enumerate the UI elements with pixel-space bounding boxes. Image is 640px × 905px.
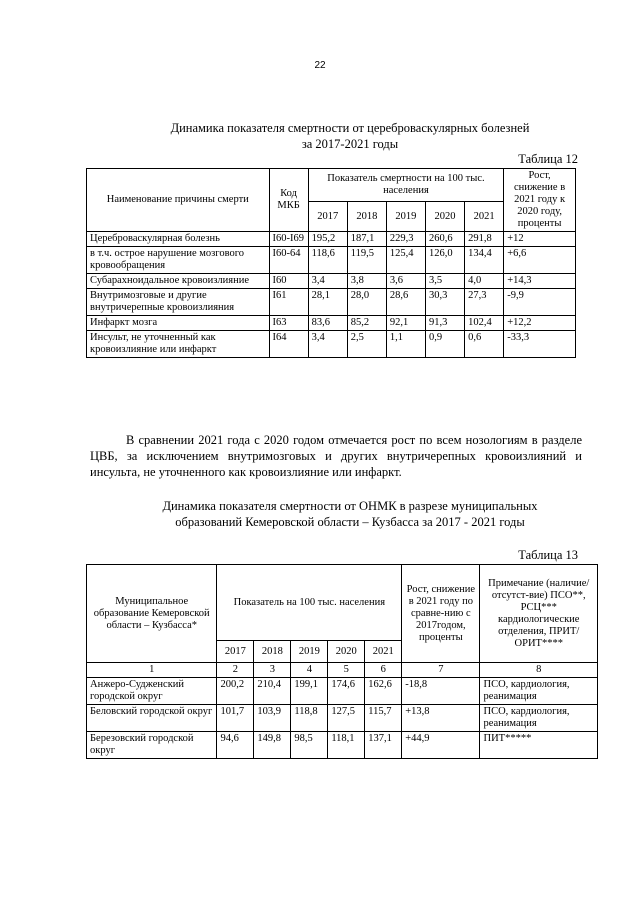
value-cell: 195,2 (308, 232, 347, 247)
value-cell: 3,4 (308, 274, 347, 289)
value-cell: 149,8 (254, 732, 291, 759)
code-cell: I64 (269, 331, 308, 358)
table12-title-line2: за 2017-2021 годы (301, 137, 399, 151)
header-growth: Рост, снижение в 2021 году к 2020 году, проценты (504, 169, 576, 232)
year-cell: 2021 (465, 202, 504, 232)
table-row (87, 232, 576, 247)
year-cell: 2019 (386, 202, 425, 232)
code-cell: I60 (269, 274, 308, 289)
table-row (87, 316, 576, 331)
year-cell: 2017 (217, 641, 254, 663)
note-cell: ПИТ***** (480, 732, 598, 759)
table13-header-row (87, 565, 598, 641)
year-cell: 2021 (365, 641, 402, 663)
value-cell: 27,3 (465, 289, 504, 316)
value-cell: 126,0 (425, 247, 464, 274)
value-cell: 119,5 (347, 247, 386, 274)
value-cell: 2,5 (347, 331, 386, 358)
value-cell: 174,6 (328, 678, 365, 705)
table12 (86, 168, 576, 358)
value-cell: 1,1 (386, 331, 425, 358)
growth-cell: +6,6 (504, 247, 576, 274)
value-cell: 4,0 (465, 274, 504, 289)
value-cell: 98,5 (291, 732, 328, 759)
growth-cell: -33,3 (504, 331, 576, 358)
value-cell: 162,6 (365, 678, 402, 705)
table-row (87, 289, 576, 316)
header-code: Код МКБ (269, 169, 308, 232)
table12-title (90, 120, 610, 152)
value-cell: 3,8 (347, 274, 386, 289)
cause-cell: в т.ч. острое нарушение мозгового кровообращения (87, 247, 270, 274)
value-cell: 3,5 (425, 274, 464, 289)
value-cell: 28,6 (386, 289, 425, 316)
value-cell: 137,1 (365, 732, 402, 759)
column-number: 1 (87, 663, 217, 678)
cause-cell: Инфаркт мозга (87, 316, 270, 331)
value-cell: 291,8 (465, 232, 504, 247)
column-number: 3 (254, 663, 291, 678)
table13-title-line2: образований Кемеровской области – Кузбасса за 2017 - 2021 годы (175, 515, 525, 529)
value-cell: 92,1 (386, 316, 425, 331)
header-rate: Показатель смертности на 100 тыс. населения (308, 169, 504, 202)
growth-cell: -18,8 (402, 678, 480, 705)
table-row (87, 678, 598, 705)
note-cell: ПСО, кардиология, реанимация (480, 705, 598, 732)
year-cell: 2017 (308, 202, 347, 232)
value-cell: 102,4 (465, 316, 504, 331)
growth-cell: -9,9 (504, 289, 576, 316)
value-cell: 103,9 (254, 705, 291, 732)
value-cell: 3,6 (386, 274, 425, 289)
value-cell: 229,3 (386, 232, 425, 247)
growth-cell: +13,8 (402, 705, 480, 732)
cause-cell: Субарахноидальное кровоизлияние (87, 274, 270, 289)
growth-cell: +44,9 (402, 732, 480, 759)
year-cell: 2020 (425, 202, 464, 232)
column-number: 5 (328, 663, 365, 678)
column-number: 4 (291, 663, 328, 678)
value-cell: 94,6 (217, 732, 254, 759)
table13-label: Таблица 13 (518, 548, 578, 562)
paragraph-text: В сравнении 2021 года с 2020 годом отмечается рост по всем нозологиям в разделе ЦВБ, за исключением внутримозговых и других внутричерепных кровоизлияний и инсульта, не уточненного как кровоизлияние или инфаркт. (90, 433, 582, 479)
table12-title-line1: Динамика показателя смертности от цереброваскулярных болезней (170, 121, 530, 135)
code-cell: I61 (269, 289, 308, 316)
column-number: 2 (217, 663, 254, 678)
value-cell: 83,6 (308, 316, 347, 331)
table-row (87, 732, 598, 759)
value-cell: 28,1 (308, 289, 347, 316)
value-cell: 28,0 (347, 289, 386, 316)
value-cell: 118,6 (308, 247, 347, 274)
code-cell: I60-64 (269, 247, 308, 274)
code-cell: I63 (269, 316, 308, 331)
header-rate: Показатель на 100 тыс. населения (217, 565, 402, 641)
cause-cell: Цереброваскулярная болезнь (87, 232, 270, 247)
municipality-cell: Березовский городской округ (87, 732, 217, 759)
growth-cell: +14,3 (504, 274, 576, 289)
table-row (87, 274, 576, 289)
municipality-cell: Беловский городской округ (87, 705, 217, 732)
value-cell: 3,4 (308, 331, 347, 358)
table13 (86, 564, 598, 759)
cause-cell: Инсульт, не уточненный как кровоизлияние или инфаркт (87, 331, 270, 358)
table13-number-row (87, 663, 598, 678)
value-cell: 85,2 (347, 316, 386, 331)
year-cell: 2019 (291, 641, 328, 663)
table13-title (90, 498, 610, 530)
value-cell: 118,8 (291, 705, 328, 732)
table-row (87, 247, 576, 274)
table-row (87, 331, 576, 358)
value-cell: 127,5 (328, 705, 365, 732)
note-cell: ПСО, кардиология, реанимация (480, 678, 598, 705)
year-cell: 2020 (328, 641, 365, 663)
value-cell: 115,7 (365, 705, 402, 732)
page-number: 22 (314, 60, 326, 71)
body-paragraph (90, 432, 582, 480)
value-cell: 0,6 (465, 331, 504, 358)
value-cell: 187,1 (347, 232, 386, 247)
column-number: 7 (402, 663, 480, 678)
header-note: Примечание (наличие/отсутст-вие) ПСО**, РСЦ*** кардиологические отделения, ПРИТ/ОРИТ**** (480, 565, 598, 663)
year-cell: 2018 (254, 641, 291, 663)
code-cell: I60-I69 (269, 232, 308, 247)
value-cell: 260,6 (425, 232, 464, 247)
table12-label: Таблица 12 (518, 152, 578, 166)
value-cell: 134,4 (465, 247, 504, 274)
column-number: 8 (480, 663, 598, 678)
header-growth: Рост, снижение в 2021 году по сравне-нию с 2017годом, проценты (402, 565, 480, 663)
value-cell: 210,4 (254, 678, 291, 705)
value-cell: 101,7 (217, 705, 254, 732)
growth-cell: +12,2 (504, 316, 576, 331)
table-row (87, 705, 598, 732)
municipality-cell: Анжеро-Судженский городской округ (87, 678, 217, 705)
value-cell: 30,3 (425, 289, 464, 316)
year-cell: 2018 (347, 202, 386, 232)
value-cell: 200,2 (217, 678, 254, 705)
value-cell: 118,1 (328, 732, 365, 759)
value-cell: 91,3 (425, 316, 464, 331)
column-number: 6 (365, 663, 402, 678)
cause-cell: Внутримозговые и другие внутричерепные кровоизлияния (87, 289, 270, 316)
value-cell: 0,9 (425, 331, 464, 358)
growth-cell: +12 (504, 232, 576, 247)
value-cell: 199,1 (291, 678, 328, 705)
header-municipality: Муниципальное образование Кемеровской области – Кузбасса* (87, 565, 217, 663)
value-cell: 125,4 (386, 247, 425, 274)
header-cause: Наименование причины смерти (87, 169, 270, 232)
table13-title-line1: Динамика показателя смертности от ОНМК в разрезе муниципальных (162, 499, 538, 513)
table12-header-row (87, 169, 576, 202)
